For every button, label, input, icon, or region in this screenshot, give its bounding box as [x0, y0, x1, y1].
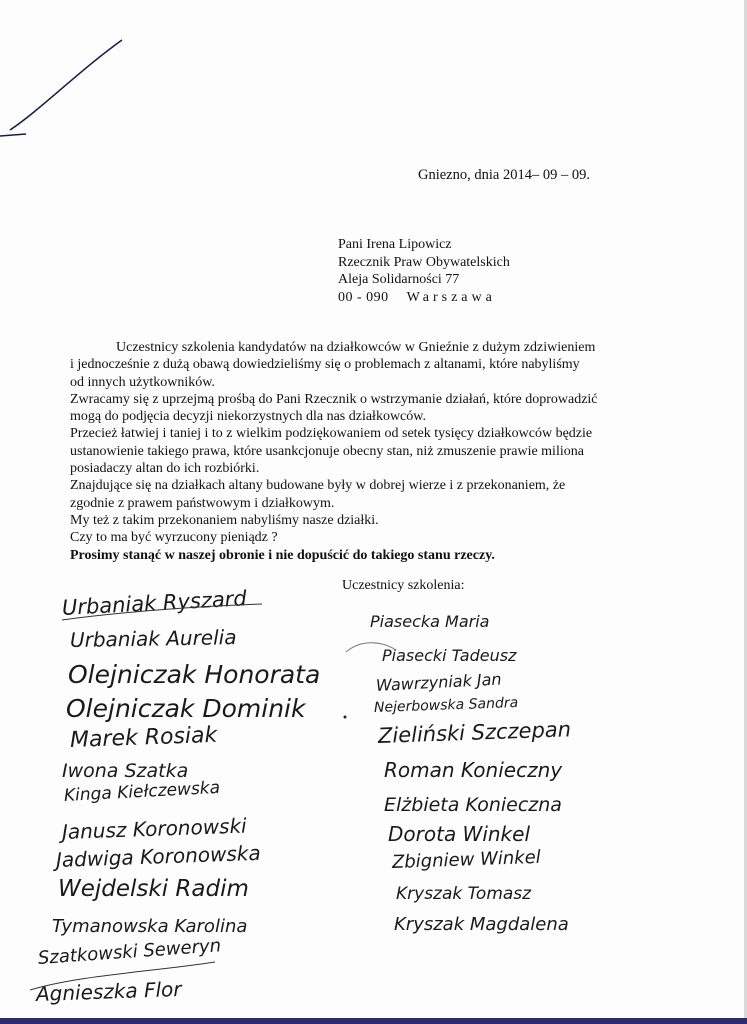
signature-right: Wawrzyniak Jan [375, 669, 503, 695]
recipient-name: Pani Irena Lipowicz [338, 237, 452, 252]
signature-left: Urbaniak Aurelia [69, 625, 237, 652]
signature-left: Agnieszka Flor [35, 976, 182, 1006]
signature-left: Kinga Kiełczewska [63, 777, 221, 806]
signature-right: Nejerbowska Sandra [373, 694, 519, 716]
body-line: ustanowienie takiego prawa, które usankcjonuje obecny stan, niż zmuszenie prawie miliona [70, 443, 584, 459]
recipient-postal-city [338, 289, 510, 307]
signature-right: Zbigniew Winkel [391, 846, 542, 873]
signature-left: Marek Rosiak [69, 722, 218, 753]
signature-right: Kryszak Tomasz [396, 884, 532, 904]
recipient-city: Warszawa [406, 289, 496, 305]
signature-right: Piasecki Tadeusz [382, 646, 517, 665]
pen-stroke-mark [0, 30, 140, 150]
signature-left: Jadwiga Koronowska [55, 840, 261, 872]
signature-right: Zieliński Szczepan [377, 717, 572, 748]
scan-edge-bottom [0, 1018, 747, 1024]
signature-right: Piasecka Maria [370, 612, 490, 631]
signature-left: Szatkowski Seweryn [37, 935, 222, 969]
signature-left: Olejniczak Dominik [66, 694, 306, 723]
body-line: zgodnie z prawem państwowym i działkowym. [70, 495, 335, 511]
closing-request: Prosimy stanąć w naszej obronie i nie dopuścić do takiego stanu rzeczy. [70, 547, 495, 563]
body-line: My też z takim przekonaniem nabyliśmy nasze działki. [70, 512, 379, 528]
signature-right: Roman Konieczny [384, 758, 563, 782]
signature-left: Urbaniak Ryszard [61, 586, 248, 620]
participants-label: Uczestnicy szkolenia: [342, 578, 465, 593]
body-line: posiadaczy altan do ich rozbiórki. [70, 461, 260, 477]
letter-body [70, 339, 660, 564]
recipient-postal-code: 00 - 090 [338, 289, 389, 305]
signature-right: Kryszak Magdalena [394, 914, 569, 935]
recipient-address-block [338, 236, 510, 306]
recipient-title: Rzecznik Praw Obywatelskich [338, 254, 510, 270]
signature-left: Janusz Koronowski [61, 813, 248, 844]
signature-left: Iwona Szatka [62, 760, 189, 782]
body-line: mogą do podjęcia decyzji niekorzystnych dla nas działkowców. [70, 409, 426, 425]
signature-left: Tymanowska Karolina [52, 916, 248, 937]
body-line: i jednocześnie z dużą obawą dowiedzieliśmy się o problemach z altanami, które nabyliśmy [70, 357, 580, 373]
body-line: Zwracamy się z uprzejmą prośbą do Pani Rzecznik o wstrzymanie działań, które doprowadzić [70, 391, 598, 407]
body-line: Uczestnicy szkolenia kandydatów na działkowców w Gnieźnie z dużym zdziwieniem [116, 340, 596, 355]
body-line: od innych użytkowników. [70, 374, 215, 390]
body-line: Znajdujące się na działkach altany budowane były w dobrej wierze i z przekonaniem, że [70, 478, 566, 494]
body-line: Czy to ma być wyrzucony pieniądz ? [70, 530, 278, 546]
recipient-street: Aleja Solidarności 77 [338, 272, 460, 287]
signature-right: Elżbieta Konieczna [384, 794, 562, 816]
body-line: Przecież łatwiej i taniej i to z wielkim podziękowaniem od setek tysięcy działkowców będzie [70, 426, 593, 442]
signature-left: Wejdelski Radim [58, 876, 249, 902]
signature-left: Olejniczak Honorata [68, 660, 321, 689]
letter-date: Gniezno, dnia 2014– 09 – 09. [418, 167, 590, 183]
signature-right: Dorota Winkel [388, 822, 531, 846]
